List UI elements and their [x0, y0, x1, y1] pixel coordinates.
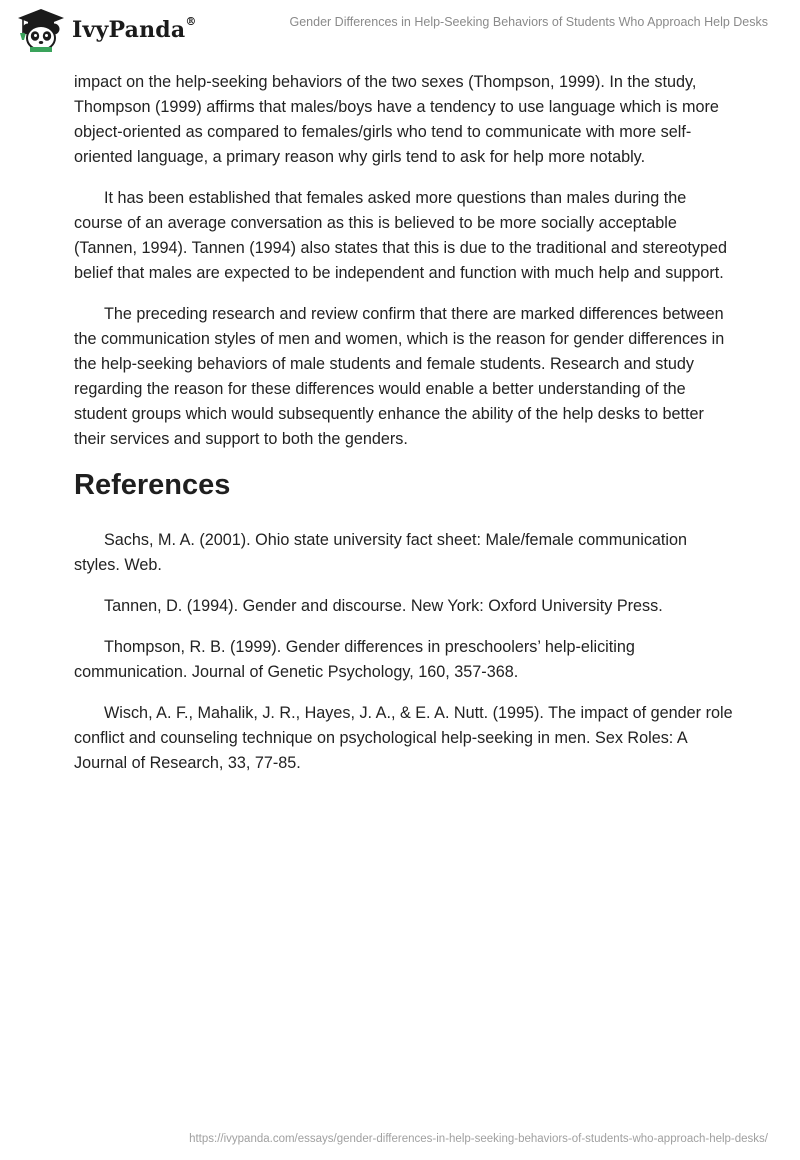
essay-content: [74, 70, 734, 792]
body-paragraph: It has been established that females asked more questions than males during the course of an average conversation as this is believed to be more socially acceptable (Tannen, 1994). Tannen (1994) also states that this is due to the traditional and stereotyped belief that males are expected to be independent and function with much help and support.: [74, 189, 728, 282]
body-paragraph: impact on the help-seeking behaviors of the two sexes (Thompson, 1999). In the study, Thompson (1999) affirms that males/boys have a tendency to use language which is more object-oriented as compared to females/girls who tend to communicate with more self-oriented language, a primary reason why girls tend to ask for help more notably.: [74, 73, 719, 166]
page-header: [0, 0, 800, 60]
reference-item: Wisch, A. F., Mahalik, J. R., Hayes, J. A., & E. A. Nutt. (1995). The impact of gender role conflict and counseling technique on psychological help-seeking in men. Sex Roles: A Journal of Research, 33, 77-85.: [74, 704, 733, 772]
references-heading: References: [74, 469, 231, 501]
reference-item: Thompson, R. B. (1999). Gender differences in preschoolers’ help-eliciting communication. Journal of Genetic Psychology, 160, 357-368.: [74, 638, 635, 681]
logo-wordmark: [72, 17, 197, 43]
panda-graduate-icon: [14, 7, 68, 53]
body-paragraph: The preceding research and review confirm that there are marked differences between the communication styles of men and women, which is the reason for gender differences in the help-seeking behaviors of male students and female students. Research and study regarding the reason for these differences would enable a better understanding of the student groups which would subsequently enhance the ability of the help desks to better their services and support to both the genders.: [74, 305, 725, 448]
source-url[interactable]: https://ivypanda.com/essays/gender-differences-in-help-seeking-behaviors-of-students-who-approach-help-desks/: [189, 1133, 768, 1145]
registered-mark: ®: [185, 15, 197, 28]
running-title: Gender Differences in Help-Seeking Behaviors of Students Who Approach Help Desks: [289, 15, 768, 29]
reference-item: Tannen, D. (1994). Gender and discourse. New York: Oxford University Press.: [104, 597, 663, 615]
ivypanda-logo[interactable]: [14, 6, 197, 54]
reference-item: Sachs, M. A. (2001). Ohio state university fact sheet: Male/female communication styles. Web.: [74, 531, 688, 574]
logo-text: IvyPanda: [72, 17, 186, 43]
